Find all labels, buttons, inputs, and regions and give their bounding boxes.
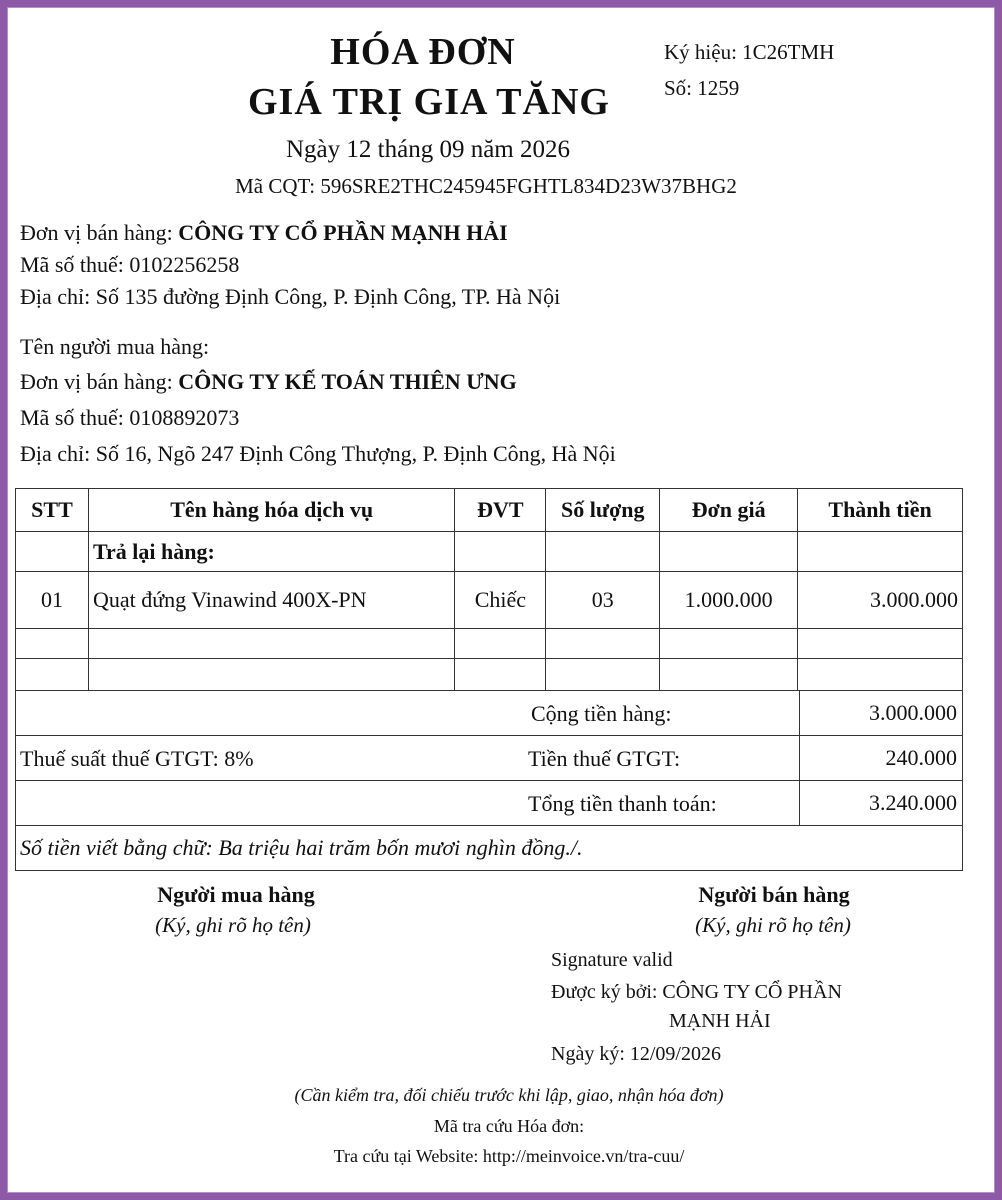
buyer-address: Địa chỉ: Số 16, Ngõ 247 Định Công Thượng, P. Định Công, Hà Nội: [20, 441, 616, 466]
seller-name: CÔNG TY CỔ PHẦN MẠNH HẢI: [178, 220, 508, 245]
buyer-unit-line: [20, 369, 517, 395]
subtotal-value: 3.000.000: [799, 691, 963, 735]
subtotal-label: Cộng tiền hàng:: [531, 701, 672, 726]
digital-signature-box: [551, 946, 842, 1069]
amount-in-words-row: [16, 825, 962, 870]
table-cell: [546, 532, 660, 572]
col-header-stt: STT: [16, 489, 89, 532]
seller-address: Địa chỉ: Số 135 đường Định Công, P. Định Công, TP. Hà Nội: [20, 284, 561, 309]
buyer-name: CÔNG TY KẾ TOÁN THIÊN ƯNG: [178, 369, 517, 394]
col-header-unit: ĐVT: [455, 489, 546, 532]
cqt-code: Mã CQT: 596SRE2THC245945FGHTL834D23W37BHG2: [235, 174, 737, 198]
invoice-title: HÓA ĐƠN: [330, 31, 516, 73]
amount-in-words: Số tiền viết bằng chữ: Ba triệu hai trăm bốn mươi nghìn đồng./.: [20, 835, 583, 860]
vat-rate-label: Thuế suất thuế GTGT: 8%: [20, 746, 254, 771]
table-cell: [455, 532, 546, 572]
signature-valid-text: Signature valid: [551, 949, 673, 971]
row-unit-price: 1.000.000: [660, 572, 798, 629]
row-stt: 01: [16, 572, 89, 629]
col-header-name: Tên hàng hóa dịch vụ: [88, 489, 454, 532]
buyer-signature-title: Người mua hàng: [157, 882, 315, 907]
row-amount: 3.000.000: [798, 572, 963, 629]
seller-unit-label: Đơn vị bán hàng:: [20, 220, 179, 245]
buyer-signature-note: (Ký, ghi rõ họ tên): [155, 913, 311, 937]
subtotal-row: [16, 690, 962, 735]
col-header-quantity: Số lượng: [546, 489, 660, 532]
invoice-date: Ngày 12 tháng 09 năm 2026: [286, 136, 570, 163]
vat-amount-label: Tiền thuế GTGT:: [528, 746, 681, 771]
row-quantity: 03: [546, 572, 660, 629]
invoice-symbol: Ký hiệu: 1C26TMH: [664, 40, 835, 64]
summary-block: [15, 690, 963, 871]
vat-row: [16, 735, 962, 780]
check-note: (Cần kiểm tra, đối chiếu trước khi lập, giao, nhận hóa đơn): [294, 1085, 724, 1105]
invoice-number: Số: 1259: [664, 76, 740, 100]
seller-signature-title: Người bán hàng: [698, 882, 850, 907]
table-row-empty: [16, 629, 963, 659]
lookup-website: Tra cứu tại Website: http://meinvoice.vn/tra-cuu/: [333, 1146, 685, 1166]
table-row: [16, 572, 963, 629]
seller-signature-note: (Ký, ghi rõ họ tên): [695, 913, 851, 937]
signed-by-cont: MẠNH HẢI: [669, 1010, 771, 1032]
signed-by: Được ký bởi: CÔNG TY CỔ PHẦN: [551, 981, 842, 1003]
invoice-subtitle: GIÁ TRỊ GIA TĂNG: [248, 81, 610, 123]
table-cell: [660, 532, 798, 572]
row-item-name: Quạt đứng Vinawind 400X-PN: [88, 572, 454, 629]
table-row-empty: [16, 659, 963, 691]
total-value: 3.240.000: [799, 781, 963, 825]
items-table: [15, 488, 963, 691]
table-header-row: [16, 489, 963, 532]
table-section-row: [16, 532, 963, 572]
vat-amount-value: 240.000: [799, 736, 963, 780]
total-label: Tổng tiền thanh toán:: [528, 791, 717, 816]
seller-tax-code: Mã số thuế: 0102256258: [20, 252, 240, 277]
lookup-code: Mã tra cứu Hóa đơn:: [433, 1116, 585, 1136]
table-cell: [16, 532, 89, 572]
seller-unit-line: [20, 220, 508, 246]
signed-date: Ngày ký: 12/09/2026: [551, 1043, 721, 1065]
col-header-amount: Thành tiền: [798, 489, 963, 532]
row-unit: Chiếc: [455, 572, 546, 629]
table-cell: [798, 532, 963, 572]
section-label: Trả lại hàng:: [88, 532, 454, 572]
buyer-tax-code: Mã số thuế: 0108892073: [20, 405, 240, 430]
col-header-unit-price: Đơn giá: [660, 489, 798, 532]
buyer-unit-label: Đơn vị bán hàng:: [20, 369, 179, 394]
buyer-person-label: Tên người mua hàng:: [20, 334, 210, 359]
total-row: [16, 780, 962, 825]
